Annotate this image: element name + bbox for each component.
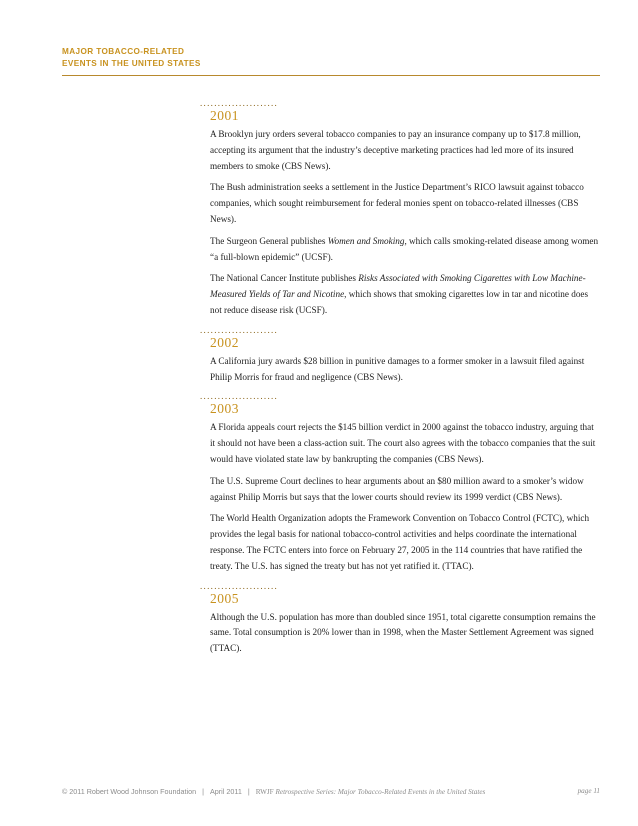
publication-title: Women and Smoking — [327, 235, 405, 246]
dotted-divider: ...................... — [200, 324, 279, 335]
dotted-divider: ...................... — [200, 391, 279, 402]
event-paragraph — [210, 511, 600, 574]
year-heading: 2002 — [210, 334, 239, 350]
publication-title: Risks Associated with Smoking Cigarettes with Low Machine-Measured Yields of Tar and Nicotine — [210, 273, 586, 300]
event-paragraph — [210, 354, 600, 386]
year-section-2005 — [200, 581, 600, 657]
header-title-line-1: MAJOR TOBACCO-RELATED — [62, 47, 185, 56]
year-section-2001 — [200, 98, 600, 319]
event-text: The U.S. Supreme Court declines to hear arguments about an $80 million award to a smoker’s widow against Philip Morris but says that the lower courts should review its 1999 verdict (CBS News). — [210, 475, 584, 502]
year-section-2003 — [200, 391, 600, 574]
footer-series-title: Retrospective Series: Major Tobacco-Related Events in the United States — [275, 788, 486, 796]
event-paragraph — [210, 180, 600, 227]
event-text: , which shows that smoking cigarettes low in tar and nicotine does not reduce disease risk (UCSF). — [210, 289, 589, 315]
footer-separator: | — [202, 787, 204, 796]
event-text: The World Health Organization adopts the Framework Convention on Tobacco Control (FCTC), which provides the legal basis for national tobacco-control activities and helps coordinate the international response. The FCTC enters into force on February 27, 2005 in the 114 countries that have ratified the treaty. The U.S. has signed the treaty but has not yet ratified it. (TTAC). — [210, 513, 590, 571]
event-paragraph — [210, 127, 600, 174]
timeline-content — [200, 98, 600, 663]
footer-separator: | — [247, 787, 250, 796]
header-title-line-2: EVENTS IN THE UNITED STATES — [62, 59, 201, 68]
footer-series-prefix: RWJF — [255, 788, 276, 796]
footer-copyright: © 2011 Robert Wood Johnson Foundation — [62, 787, 197, 796]
footer-date: April 2011 — [209, 787, 242, 796]
event-paragraph — [210, 420, 600, 467]
event-text: A Florida appeals court rejects the $145 billion verdict in 2000 against the tobacco industry, arguing that it should not have been a class-action suit. The court also agrees with the tobacco companies that the suit would have violated state law by bankrupting the companies (CBS News). — [210, 422, 596, 464]
event-text: The Surgeon General publishes — [210, 235, 328, 246]
event-text: , which calls smoking-related disease among women “a full-blown epidemic” (UCSF). — [210, 235, 599, 262]
event-paragraph — [210, 610, 600, 657]
event-text: Although the U.S. population has more than doubled since 1951, total cigarette consumption remains the same. Total consumption is 20% lower than in 1998, when the Master Settlement Agreement was signed (TTAC). — [210, 611, 596, 654]
page-footer — [62, 787, 600, 799]
event-paragraph — [210, 234, 600, 266]
event-text: A California jury awards $28 billion in punitive damages to a former smoker in a lawsuit filed against Philip Morris for fraud and negligence (CBS News). — [210, 355, 585, 382]
year-heading: 2001 — [210, 108, 239, 123]
year-section-2002 — [200, 325, 600, 386]
year-heading: 2005 — [210, 590, 239, 606]
page-number: page 11 — [577, 787, 600, 795]
event-text: The National Cancer Institute publishes — [210, 273, 359, 284]
dotted-divider: ...................... — [200, 98, 279, 108]
dotted-divider: ...................... — [200, 580, 279, 591]
year-heading: 2003 — [210, 401, 239, 417]
event-text: A Brooklyn jury orders several tobacco companies to pay an insurance company up to $17.8 million, accepting its argument that the industry’s deceptive marketing practices had led more of its insured members to smoke (CBS News). — [210, 129, 581, 171]
event-paragraph — [210, 474, 600, 506]
footer-series — [256, 788, 486, 796]
header-divider — [62, 75, 600, 76]
event-paragraph — [210, 271, 600, 318]
event-text: The Bush administration seeks a settlement in the Justice Department’s RICO lawsuit against tobacco companies, which sought reimbursement for federal monies spent on tobacco-related illnesses (CBS News). — [210, 182, 584, 224]
page-header-title — [62, 46, 201, 70]
